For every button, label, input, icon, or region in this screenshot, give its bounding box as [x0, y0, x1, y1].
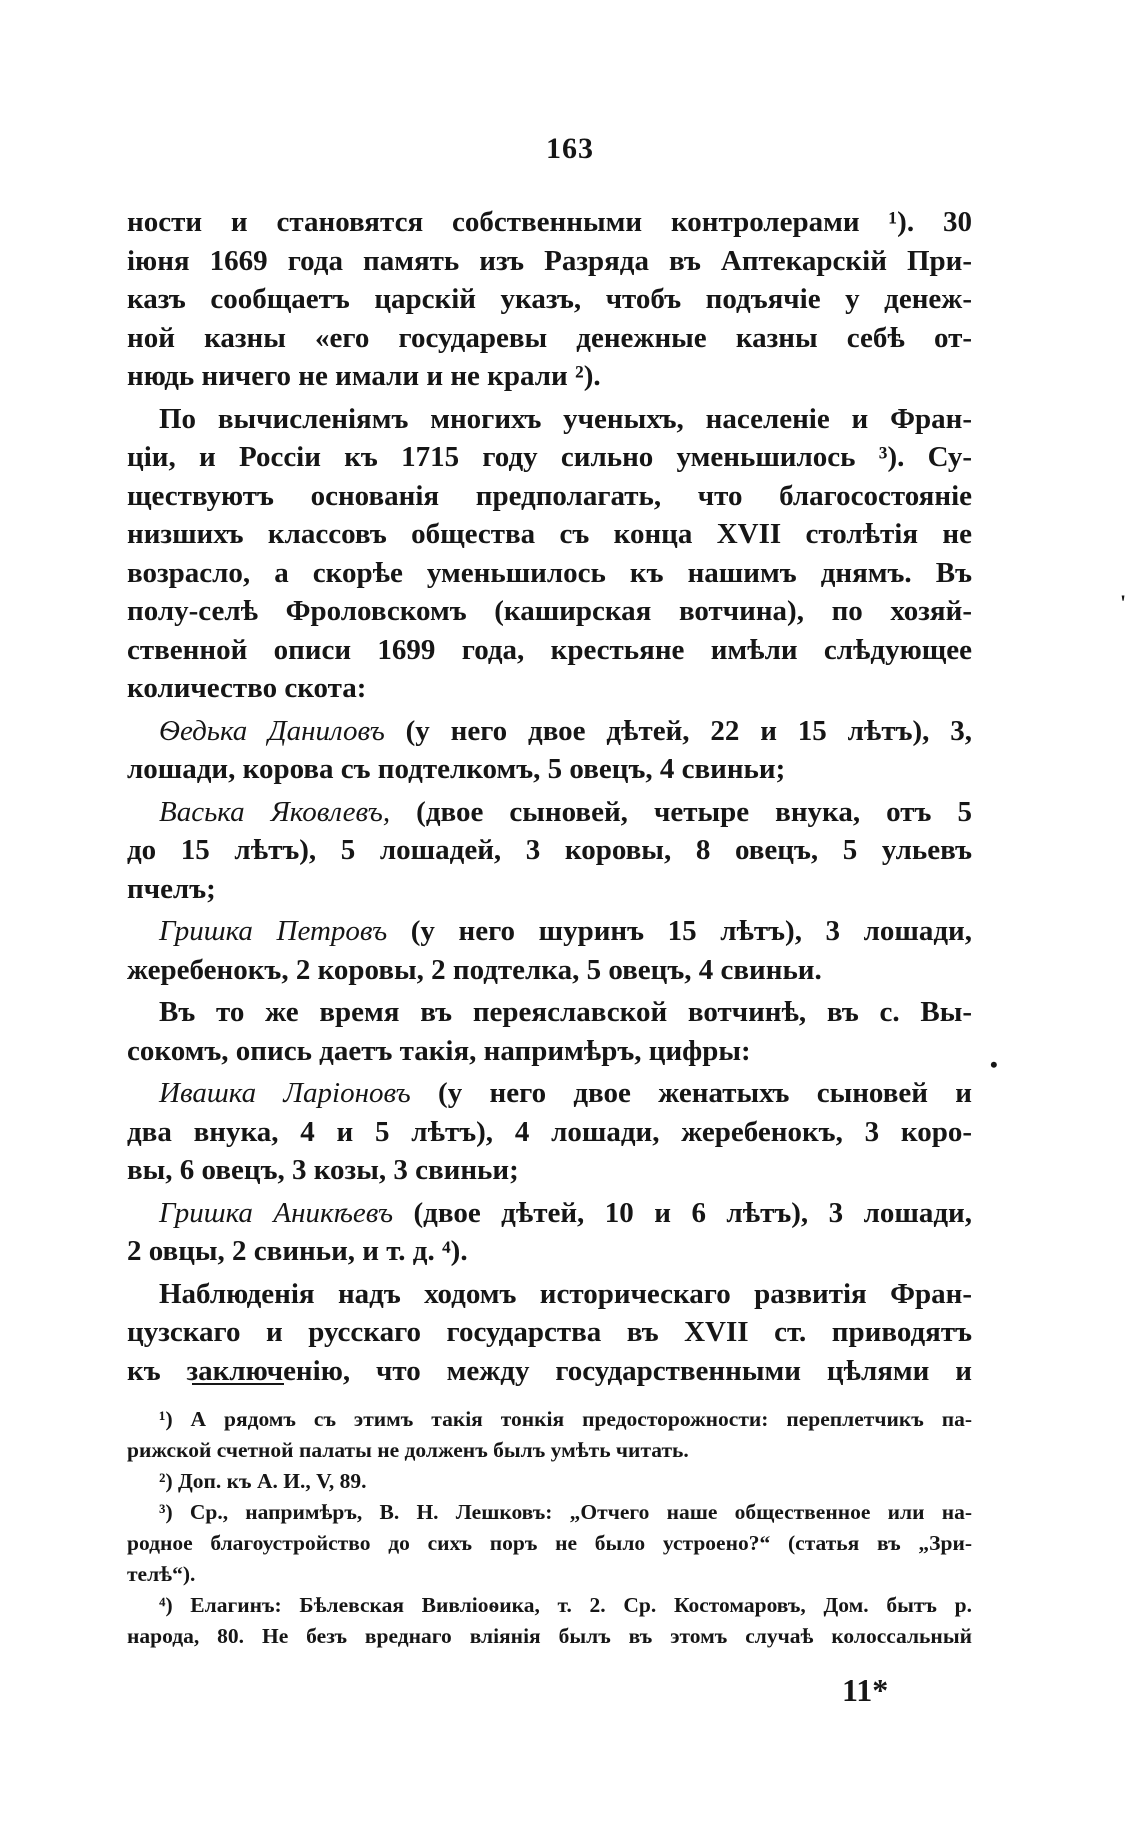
text-line: По вычисленіямъ многихъ ученыхъ, населеніе и Фран- [159, 402, 972, 435]
entry-text: (двое дѣтей, 10 и 6 лѣтъ), 3 лошади, [393, 1196, 972, 1229]
person-name: Васька Яковлевъ, [159, 795, 391, 828]
footnote-line: ¹) А рядомъ съ этимъ такія тонкія предосторожности: переплетчикъ па- [159, 1407, 972, 1431]
person-name: Ѳедька Даниловъ [159, 714, 385, 747]
entry-line [127, 712, 972, 751]
text-line: ціи, и Россіи къ 1715 году сильно уменьшилось ³). Су- [127, 441, 972, 473]
entry-line: 2 овцы, 2 свиньи, и т. д. ⁴). [127, 1235, 468, 1267]
entry-line: жеребенокъ, 2 коровы, 2 подтелка, 5 овецъ, 4 свиньи. [127, 953, 822, 986]
text-line: казъ сообщаетъ царскій указъ, чтобъ подъячіе у денеж- [127, 283, 972, 315]
entry-line [127, 1194, 972, 1233]
footnote-line: народа, 80. Не безъ вреднаго вліянія былъ въ этомъ случаѣ колоссальный [127, 1624, 972, 1648]
entry-line: два внука, 4 и 5 лѣтъ), 4 лошади, жеребенокъ, 3 коро- [127, 1115, 972, 1148]
text-line: сокомъ, опись даетъ такія, напримѣръ, цифры: [127, 1034, 751, 1067]
text-line: возрасло, а скорѣе уменьшилось къ нашимъ днямъ. Въ [127, 556, 972, 589]
entry-line: вы, 6 овецъ, 3 козы, 3 свиньи; [127, 1154, 519, 1186]
margin-mark: ' [1120, 590, 1127, 615]
entry-line: пчелъ; [127, 872, 216, 905]
text-line: Наблюденія надъ ходомъ историческаго развитія Фран- [159, 1277, 972, 1310]
text-line: къ заключенію, что между государственными цѣлями и [127, 1354, 972, 1387]
person-name: Гришка Аникѣевъ [159, 1196, 394, 1229]
text-line: іюня 1669 года память изъ Разряда въ Аптекарскій При- [127, 244, 972, 277]
footnote-line: телѣ“). [127, 1562, 196, 1586]
entry-text: (у него двое женатыхъ сыновей и [410, 1077, 972, 1109]
text-line: нюдь ничего не имали и не крали ²). [127, 360, 601, 392]
footnote-line: ³) Ср., напримѣръ, В. Н. Лешковъ: „Отчего наше общественное или на- [159, 1500, 972, 1524]
entry-line [127, 793, 972, 832]
text-line: ности и становятся собственными контролерами ¹). 30 [127, 206, 972, 238]
text-line: Въ то же время въ переяславской вотчинѣ, въ с. Вы- [159, 996, 972, 1028]
footnote-line: ²) Доп. къ А. И., V, 89. [159, 1469, 367, 1493]
entry-line [127, 912, 972, 951]
footnotes [127, 1404, 972, 1652]
entry-line: до 15 лѣтъ), 5 лошадей, 3 коровы, 8 овецъ, 5 ульевъ [127, 834, 972, 866]
text-line: ственной описи 1699 года, крестьяне имѣли слѣдующее [127, 633, 972, 666]
person-name: Гришка Петровъ [159, 915, 388, 947]
footnote-line: ⁴) Елагинъ: Бѣлевская Вивліоѳика, т. 2. Ср. Костомаровъ, Дом. бытъ р. [159, 1593, 972, 1617]
footnote-line: рижской счетной палаты не долженъ былъ умѣть читать. [127, 1438, 689, 1462]
text-line: низшихъ классовъ общества съ конца XVII столѣтія не [127, 518, 972, 550]
entry-text: (у него двое дѣтей, 22 и 15 лѣтъ), 3, [384, 714, 973, 747]
page-number: 163 [546, 132, 594, 165]
text-line: ной казны «его государевы денежные казны себѣ от- [127, 321, 972, 354]
body-text [127, 203, 972, 1390]
text-line: количество скота: [127, 672, 367, 704]
footnote-line: родное благоустройство до сихъ поръ не было устроено?“ (статья въ „Зри- [127, 1531, 972, 1555]
text-line: полу-селѣ Фроловскомъ (каширская вотчина), по хозяй- [127, 595, 972, 627]
person-name: Ивашка Ларіоновъ [159, 1077, 411, 1109]
margin-mark: • [990, 1052, 998, 1077]
signature-mark: 11* [842, 1672, 889, 1708]
entry-text: (у него шуринъ 15 лѣтъ), 3 лошади, [387, 915, 972, 947]
entry-line: лошади, корова съ подтелкомъ, 5 овецъ, 4 свиньи; [127, 753, 786, 785]
entry-line [127, 1074, 972, 1113]
footnote-divider [192, 1383, 284, 1385]
text-line: ществуютъ основанія предполагать, что благосостояніе [127, 479, 972, 512]
text-line: цузскаго и русскаго государства въ XVII ст. приводятъ [127, 1316, 972, 1348]
entry-text: (двое сыновей, четыре внука, отъ 5 [390, 795, 973, 828]
